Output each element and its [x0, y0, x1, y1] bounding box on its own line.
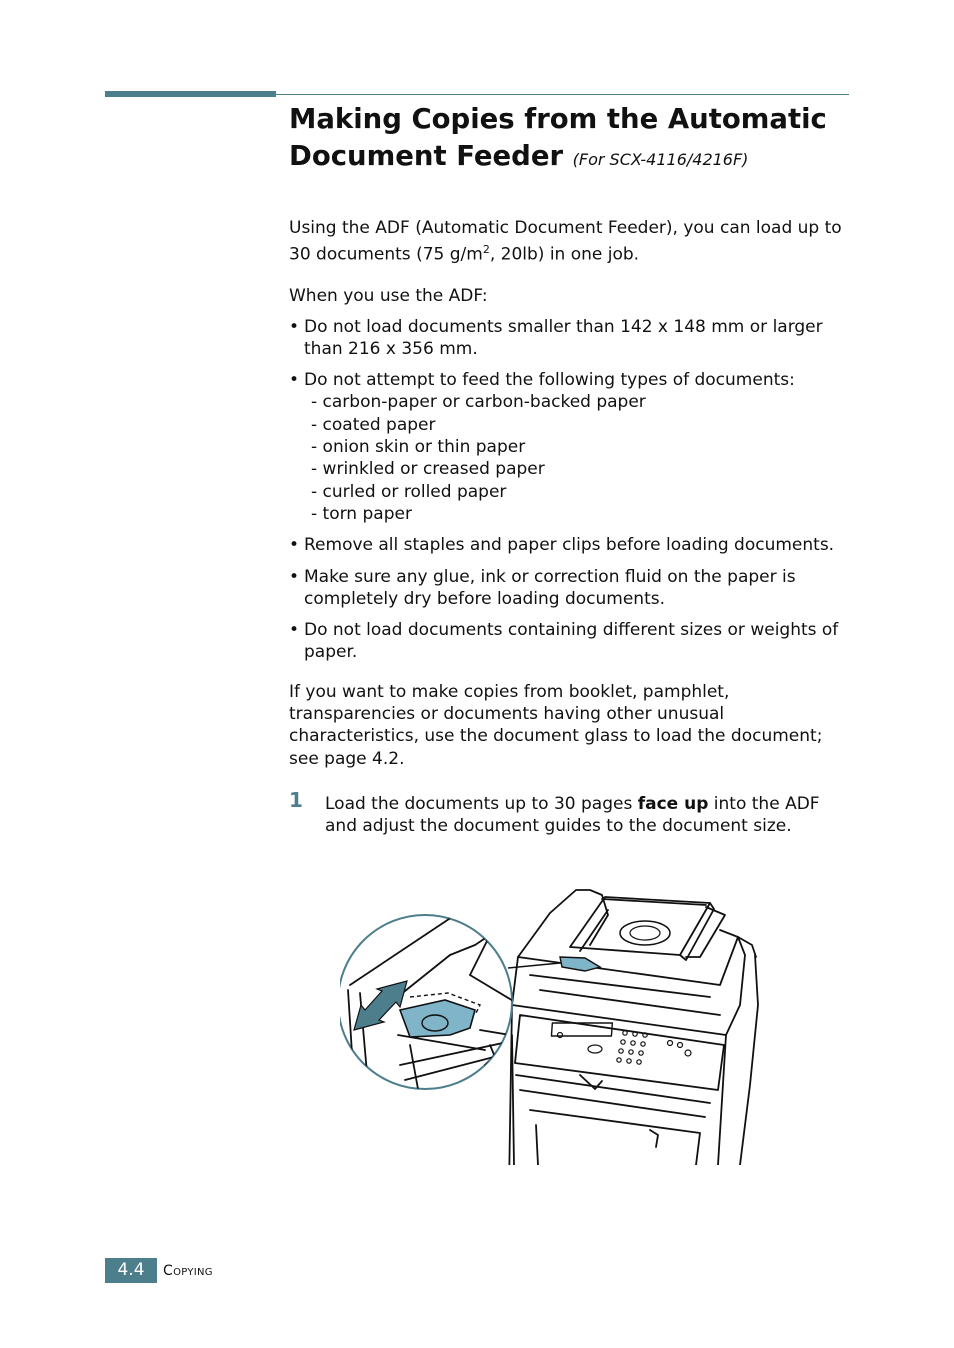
page-title	[289, 101, 869, 178]
bullet-text: Remove all staples and paper clips before loading documents.	[304, 535, 835, 556]
bullet-list	[289, 316, 854, 664]
doc-type-item: - carbon-paper or carbon-backed paper	[311, 391, 854, 413]
booklet-paragraph: If you want to make copies from booklet, pamphlet, transparencies or documents having other unusual characteristics, use the document glass to load the document; see page 4.2.	[289, 681, 823, 769]
doc-type-list	[304, 391, 854, 525]
step-number: 1	[289, 787, 303, 812]
doc-type-item: - torn paper	[311, 503, 854, 525]
main-content	[289, 217, 854, 837]
header-rule-thick	[105, 91, 276, 97]
bullet-item	[289, 369, 854, 525]
adf-loading-illustration	[340, 885, 765, 1165]
step-text-end: into the ADF and adjust the document guides to the document size.	[325, 793, 820, 837]
bullet-text: Do not load documents smaller than 142 x 148 mm or larger than 216 x 356 mm.	[304, 316, 823, 359]
superscript: 2	[482, 243, 490, 257]
bullet-item	[289, 316, 854, 361]
page-title-text: Making Copies from the Automatic Document Feeder	[289, 103, 827, 172]
intro-paragraph	[289, 217, 854, 266]
bullet-text: Do not attempt to feed the following types of documents:	[304, 370, 795, 391]
doc-type-item: - coated paper	[311, 414, 854, 436]
doc-type-item: - curled or rolled paper	[311, 481, 854, 503]
step-text: Load the documents up to 30 pages	[325, 793, 638, 814]
header-rule-thin	[276, 94, 849, 95]
bullet-item	[289, 566, 854, 611]
when-label: When you use the ADF:	[289, 286, 488, 307]
doc-type-item: - wrinkled or creased paper	[311, 458, 854, 480]
step-1	[289, 787, 854, 838]
section-name: Copying	[163, 1263, 213, 1279]
intro-text-end: , 20lb) in one job.	[489, 244, 640, 265]
intro-text: Using the ADF (Automatic Document Feeder), you can load up to 30 documents (75 g/m	[289, 218, 842, 265]
bullet-text: Make sure any glue, ink or correction fluid on the paper is completely dry before loading documents.	[304, 566, 796, 609]
bullet-item	[289, 619, 854, 664]
doc-type-item: - onion skin or thin paper	[311, 436, 854, 458]
bullet-text: Do not load documents containing different sizes or weights of paper.	[304, 620, 839, 663]
page-subtitle: (For SCX-4116/4216F)	[572, 150, 749, 169]
bullet-item	[289, 534, 854, 556]
step-bold-text: face up	[637, 793, 709, 814]
page-number-badge: 4.4	[105, 1258, 157, 1283]
